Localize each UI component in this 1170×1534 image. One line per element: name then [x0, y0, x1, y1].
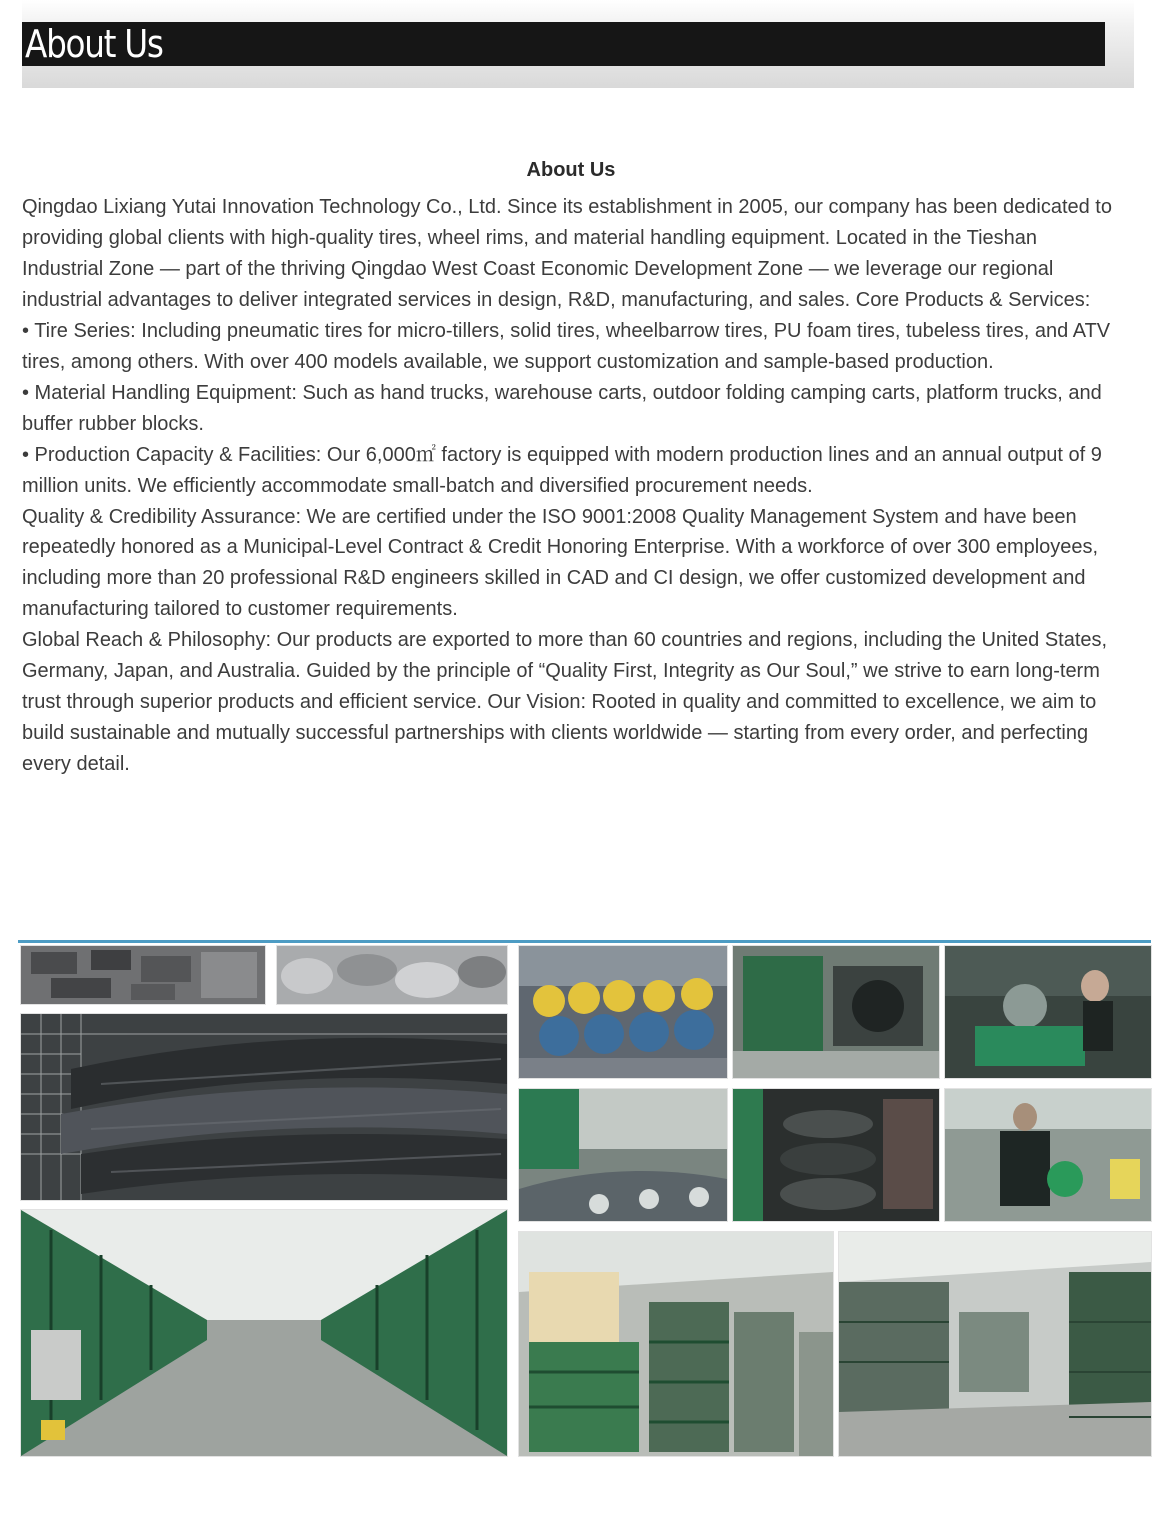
header-bar — [22, 22, 1105, 66]
production-capacity-bullet: • Production Capacity & Facilities: Our 6,000㎡ factory is equipped with modern production lines and an annual output of 9 million units. We efficiently accommodate small-batch and diversified procurement needs. — [22, 443, 1102, 497]
global-reach-paragraph: Global Reach & Philosophy: Our products are exported to more than 60 countries and regions, including the United States, Germany, Japan, and Australia. Guided by the principle of “Quality First, Integrity as Our Soul,” we strive to earn long-term trust through superior products and efficient service. Our Vision: Rooted in quality and committed to excellence, we aim to build sustainable and mutually successful partnerships with clients worldwide — starting from every order, and perfecting every detail. — [22, 629, 1108, 776]
rubber-blocks-photo — [20, 945, 266, 1005]
production-line-reels-photo — [518, 945, 728, 1079]
section-title: About Us — [526, 159, 616, 181]
machinery-photo — [732, 945, 940, 1079]
tire-rows-closeup-photo — [20, 1013, 508, 1201]
warehouse-interior-photo — [838, 1231, 1152, 1457]
material-handling-bullet: • Material Handling Equipment: Such as hand trucks, warehouse carts, outdoor folding camping carts, platform trucks, and buffer rubber blocks. — [22, 381, 1102, 435]
rolling-machine-photo — [518, 1088, 728, 1222]
tire-press-photo — [732, 1088, 940, 1222]
intro-paragraph: Qingdao Lixiang Yutai Innovation Technology Co., Ltd. Since its establishment in 2005, our company has been dedicated to providing global clients with high-quality tires, wheel rims, and material handling equipment. Located in the Tieshan Industrial Zone — part of the thriving Qingdao West Coast Economic Development Zone — we leverage our regional industrial advantages to deliver integrated services in design, R&D, manufacturing, and sales. Core Products & Services: — [22, 196, 1112, 311]
warehouse-shelves-photo — [518, 1231, 834, 1457]
tire-stack-photo — [276, 945, 508, 1005]
quality-paragraph: Quality & Credibility Assurance: We are certified under the ISO 9001:2008 Quality Management System and have been repeatedly honored as a Municipal-Level Contract & Credit Honoring Enterprise. With a workforce of over 300 employees, including more than 20 professional R&D engineers skilled in CAD and CI design, we offer customized development and manufacturing tailored to customer requirements. — [22, 505, 1099, 621]
page-title: About Us — [25, 22, 163, 66]
worker-at-machine-photo — [944, 945, 1152, 1079]
worker-assembling-photo — [944, 1088, 1152, 1222]
warehouse-aisle-photo — [20, 1209, 508, 1457]
photo-gallery — [18, 940, 1151, 1457]
tire-series-bullet: • Tire Series: Including pneumatic tires for micro-tillers, solid tires, wheelbarrow tires, PU foam tires, tubeless tires, and ATV tires, among others. With over 400 models available, we support customization and sample-based production. — [22, 319, 1111, 373]
about-body — [22, 192, 1122, 780]
